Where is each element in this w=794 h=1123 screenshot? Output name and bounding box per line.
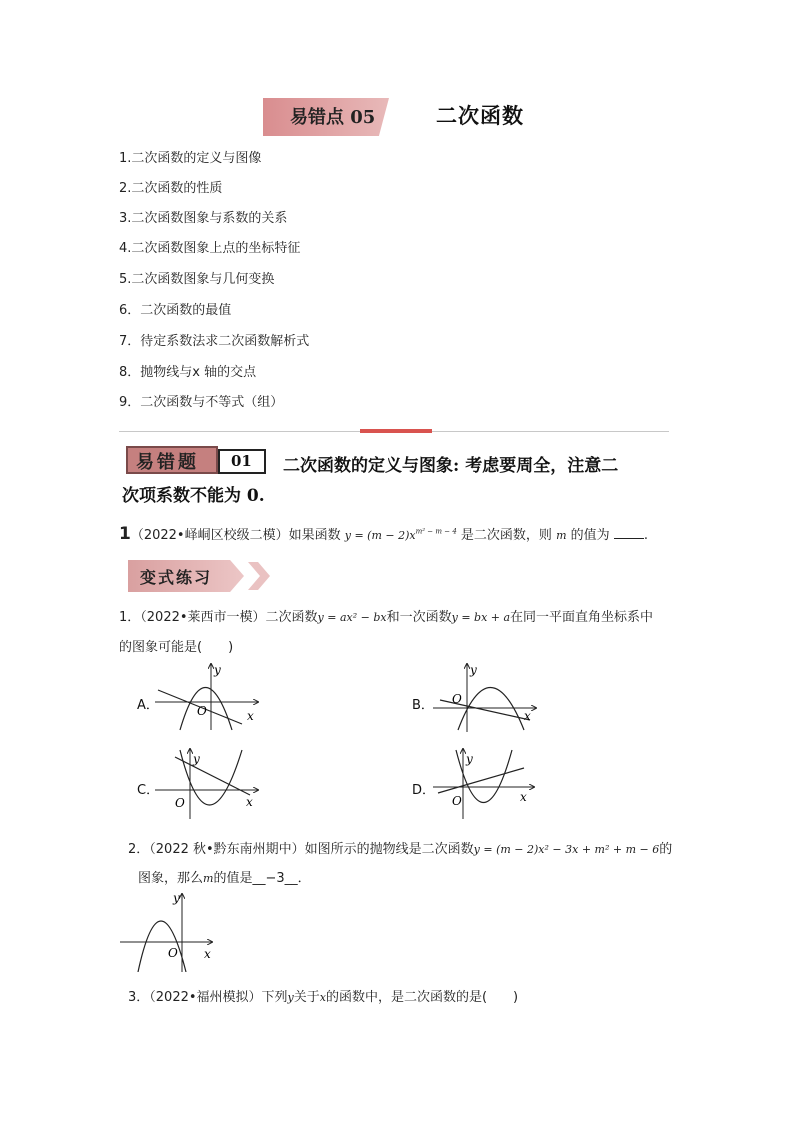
section-badge-text: 易错题 — [136, 452, 199, 473]
y-axis-label: y — [214, 663, 221, 677]
x-axis-label: x — [520, 790, 527, 804]
origin-label: O — [168, 946, 178, 960]
question-formula: y = (m − 2)x — [344, 529, 416, 542]
v2-formula: y = (m − 2)x² − 3x + m² + m − 6 — [473, 843, 660, 856]
section-number: 01 — [231, 452, 252, 470]
option-a-label: A． — [137, 698, 159, 713]
option-b-label: B． — [412, 698, 434, 713]
v2-text-b: 的 — [659, 842, 673, 857]
header-badge-text: 易错点 05 — [290, 107, 376, 128]
toc-item: 9．二次函数与不等式（组） — [119, 395, 284, 410]
y-axis-label: y — [173, 891, 180, 905]
option-c-label: C． — [137, 783, 160, 798]
chevron-right-icon — [244, 560, 274, 592]
question-period: . — [643, 528, 648, 543]
section-title-line2: 次项系数不能为 0. — [122, 486, 265, 506]
v1-formula1: y = ax² − bx — [317, 611, 387, 624]
question-exponent: m² − m − 4 — [415, 527, 457, 536]
variant-2-line2 — [138, 867, 311, 886]
variant-2-line1 — [128, 838, 672, 857]
toc-item: 6．二次函数的最值 — [119, 303, 232, 318]
v3-text-a: 3．（2022•福州模拟）下列 — [128, 990, 288, 1005]
v2-text-d: 的值是__−3__． — [213, 871, 311, 886]
variant-3-line — [128, 986, 518, 1005]
v1-text-a: 1．（2022•莱西市一模）二次函数 — [119, 610, 318, 625]
x-axis-label: x — [524, 709, 531, 723]
x-axis-label: x — [246, 795, 253, 809]
option-b-graph — [428, 660, 543, 732]
question-source: （2022•峄峒区校级二模）如果函数 — [130, 528, 341, 543]
origin-label: O — [452, 692, 462, 706]
toc-item: 7．待定系数法求二次函数解析式 — [119, 334, 310, 349]
option-d-label: D． — [412, 783, 436, 798]
toc-item: 5.二次函数图象与几何变换 — [119, 272, 275, 287]
toc-item: 4.二次函数图象上点的坐标特征 — [119, 241, 301, 256]
v1-text-c: 在同一平面直角坐标系中 — [510, 610, 654, 625]
question-end: 的值为 — [570, 528, 610, 543]
question-1 — [119, 524, 648, 544]
y-axis-label: y — [470, 663, 477, 677]
v3-var-x: x — [319, 991, 326, 1004]
page-title: 二次函数 — [436, 103, 524, 128]
section-title-line1: 二次函数的定义与图象: 考虑要周全，注意二 — [283, 456, 619, 476]
v3-text-c: 的函数中，是二次函数的是( ) — [325, 990, 519, 1005]
origin-label: O — [175, 796, 185, 810]
v3-text-b: 关于 — [293, 990, 320, 1005]
section-divider-accent — [360, 429, 432, 433]
question-var: m — [556, 529, 567, 542]
y-axis-label: y — [193, 752, 200, 766]
origin-label: O — [452, 794, 462, 808]
origin-label: O — [197, 704, 207, 718]
question-2-graph — [118, 890, 218, 972]
variant-tag-text: 变式练习 — [140, 568, 213, 587]
y-axis-label: y — [466, 752, 473, 766]
answer-blank[interactable] — [614, 526, 644, 539]
toc-item: 3.二次函数图象与系数的关系 — [119, 211, 288, 226]
v1-text-b: 和一次函数 — [386, 610, 452, 625]
v2-text-a: 2．（2022 秋•黔东南州期中）如图所示的抛物线是二次函数 — [128, 842, 474, 857]
question-text: 是二次函数，则 — [460, 528, 552, 543]
question-number: 1 — [119, 524, 131, 544]
x-axis-label: x — [204, 947, 211, 961]
option-a-graph — [150, 660, 265, 732]
toc-item: 2.二次函数的性质 — [119, 181, 223, 196]
v1-formula2: y = bx + a — [451, 611, 511, 624]
variant-1-line1 — [119, 606, 653, 625]
option-c-graph — [150, 745, 265, 820]
option-d-graph — [428, 745, 543, 820]
x-axis-label: x — [247, 709, 254, 723]
v3-var-y: y — [287, 991, 294, 1004]
v2-text-c: 图象，那么 — [138, 871, 204, 886]
variant-1-line2: 的图象可能是( ) — [119, 640, 234, 655]
toc-item: 8．抛物线与x 轴的交点 — [119, 365, 257, 380]
v2-var: m — [203, 872, 214, 885]
toc-item: 1.二次函数的定义与图像 — [119, 151, 262, 166]
